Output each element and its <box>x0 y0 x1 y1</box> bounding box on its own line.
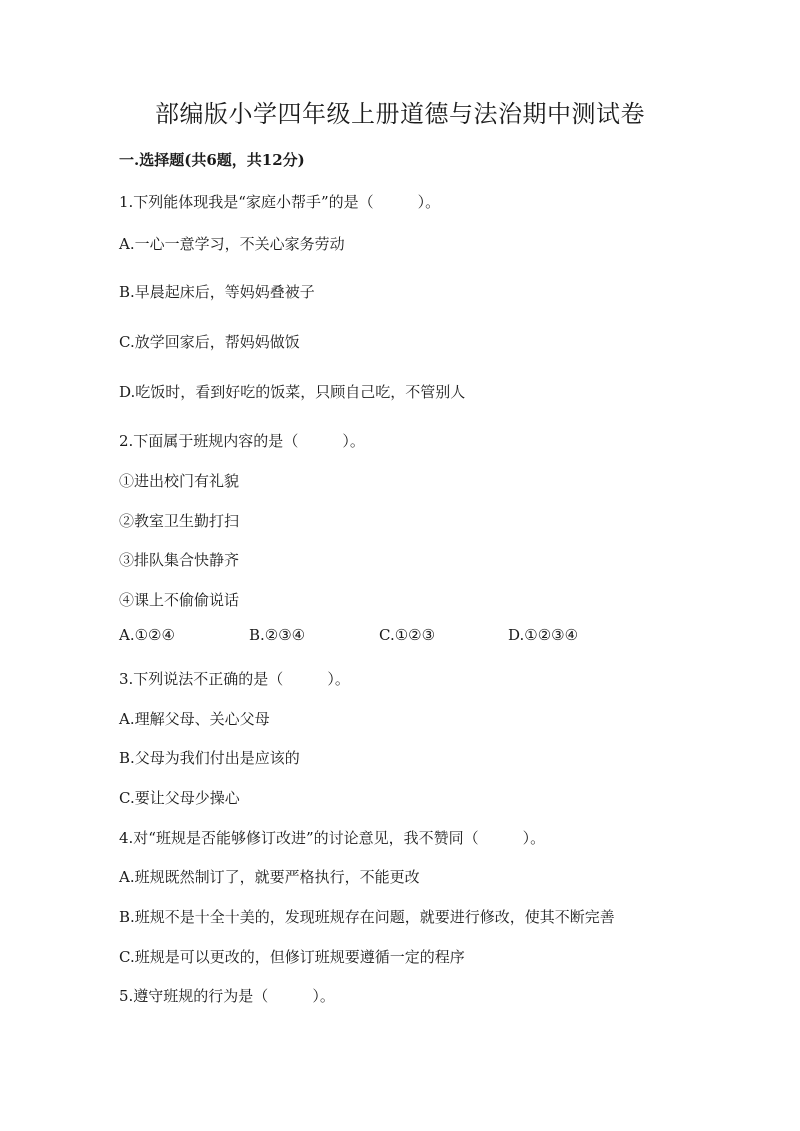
question-2-item-3: ③排队集合快静齐 <box>119 551 240 569</box>
question-stem-text: ）。 <box>522 829 546 847</box>
question-stem-text: ）。 <box>327 670 350 688</box>
question-3-option-c: C.要让父母少操心 <box>119 789 240 807</box>
question-1-option-c: C.放学回家后，帮妈妈做饭 <box>119 333 300 351</box>
question-4-option-b: B.班规不是十全十美的，发现班规存在问题，就要进行修改，使其不断完善 <box>119 908 615 926</box>
question-2-option-c: C.①②③ <box>379 626 436 644</box>
question-stem-text: 1.下列能体现我是“家庭小帮手”的是（ <box>119 193 374 211</box>
question-2-item-2: ②教室卫生勤打扫 <box>119 512 240 530</box>
question-stem-text: 4.对“班规是否能够修订改进”的讨论意见，我不赞同（ <box>119 829 479 847</box>
question-3-option-b: B.父母为我们付出是应该的 <box>119 749 300 767</box>
question-5-stem <box>119 985 335 1006</box>
question-1-option-a: A.一心一意学习，不关心家务劳动 <box>119 235 345 253</box>
question-1-option-b: B.早晨起床后，等妈妈叠被子 <box>119 283 315 301</box>
question-1-stem <box>119 191 440 212</box>
question-stem-text: ）。 <box>417 193 441 211</box>
question-stem-text: 3.下列说法不正确的是（ <box>119 670 284 688</box>
question-stem-text: ）。 <box>342 432 365 450</box>
question-2-option-a: A.①②④ <box>119 626 175 644</box>
question-stem-text: 5.遵守班规的行为是（ <box>119 987 269 1005</box>
question-4-option-a: A.班规既然制订了，就要严格执行，不能更改 <box>119 868 420 886</box>
question-1-option-d: D.吃饭时，看到好吃的饭菜，只顾自己吃，不管别人 <box>119 383 466 401</box>
question-2-item-1: ①进出校门有礼貌 <box>119 472 240 490</box>
question-stem-text: 2.下面属于班规内容的是（ <box>119 432 299 450</box>
question-2-option-b: B.②③④ <box>249 626 306 644</box>
question-4-option-c: C.班规是可以更改的，但修订班规要遵循一定的程序 <box>119 948 465 966</box>
question-3-option-a: A.理解父母、关心父母 <box>119 710 270 728</box>
question-4-stem <box>119 827 545 848</box>
section-heading: 一.选择题(共6题，共12分) <box>119 151 305 169</box>
question-2-option-d: D.①②③④ <box>508 626 579 644</box>
question-2-options <box>119 626 719 646</box>
page-title: 部编版小学四年级上册道德与法治期中测试卷 <box>155 100 645 128</box>
question-2-stem <box>119 430 365 451</box>
question-stem-text: ）。 <box>312 987 335 1005</box>
question-3-stem <box>119 668 350 689</box>
question-2-item-4: ④课上不偷偷说话 <box>119 591 240 609</box>
